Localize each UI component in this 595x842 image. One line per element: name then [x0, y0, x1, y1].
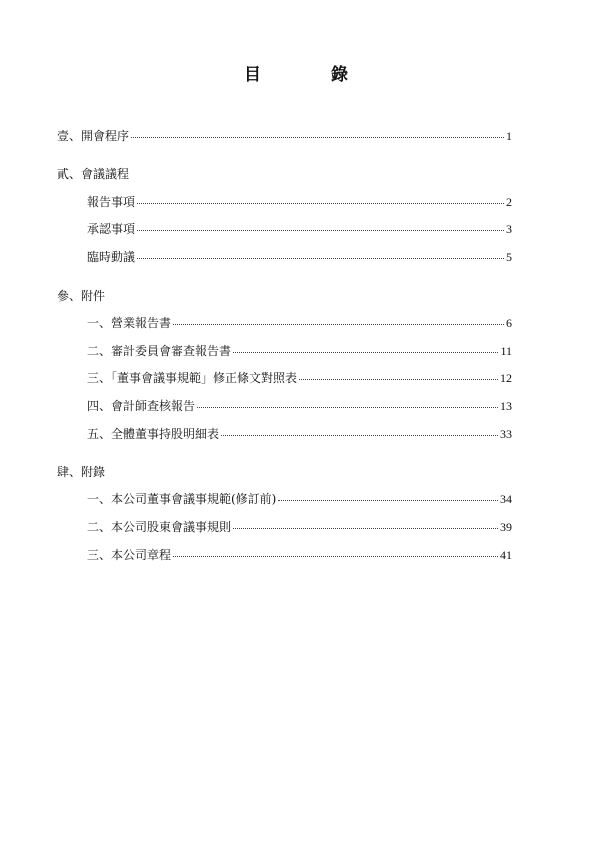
- toc-page-number: 41: [500, 548, 512, 562]
- toc-page-number: 5: [506, 250, 512, 264]
- toc-entry-extempore-motions[interactable]: 臨時動議 5: [87, 250, 512, 264]
- toc-entry-director-shareholdings[interactable]: 五、全體董事持股明細表 33: [87, 427, 512, 441]
- toc-page-number: 13: [500, 399, 512, 413]
- toc-section-appendix: 肆、附錄: [57, 465, 106, 479]
- toc-leader: [278, 500, 498, 501]
- toc-title: [0, 60, 595, 86]
- toc-entry-business-report[interactable]: 一、營業報告書 6: [87, 316, 512, 330]
- toc-entry-opening-procedure[interactable]: 壹、開會程序 1: [57, 129, 512, 143]
- toc-page-number: 11: [500, 344, 512, 358]
- toc-title-part2: 錄: [331, 65, 348, 85]
- toc-entry-audit-committee-report[interactable]: 二、審計委員會審查報告書 11: [87, 344, 512, 358]
- toc-title-part1: 目: [244, 65, 261, 85]
- toc-leader: [221, 435, 498, 436]
- toc-entry-shareholder-meeting-rules[interactable]: 二、本公司股東會議事規則 39: [87, 520, 512, 534]
- toc-leader: [173, 556, 498, 557]
- toc-entry-ratification-items[interactable]: 承認事項 3: [87, 222, 512, 236]
- toc-leader: [197, 407, 498, 408]
- toc-entry-report-items[interactable]: 報告事項 2: [87, 195, 512, 209]
- toc-leader: [137, 258, 504, 259]
- toc-entry-auditor-report[interactable]: 四、會計師查核報告 13: [87, 399, 512, 413]
- toc-page-number: 12: [500, 371, 512, 385]
- toc-page-number: 34: [500, 492, 512, 506]
- toc-leader: [137, 203, 504, 204]
- toc-section-agenda: 貳、會議議程: [57, 167, 130, 181]
- toc-page-number: 33: [500, 427, 512, 441]
- toc-page-number: 39: [500, 520, 512, 534]
- toc-leader: [233, 528, 498, 529]
- toc-page-number: 2: [506, 195, 512, 209]
- toc-section-attachments: 參、附件: [57, 289, 106, 303]
- toc-page-number: 6: [506, 316, 512, 330]
- toc-leader: [131, 137, 504, 138]
- toc-leader: [173, 324, 504, 325]
- toc-leader: [299, 379, 498, 380]
- toc-entry-articles-of-incorporation[interactable]: 三、本公司章程 41: [87, 548, 512, 562]
- toc-entry-board-rules-comparison[interactable]: 三、「董事會議事規範」修正條文對照表 12: [87, 371, 512, 385]
- toc-page-number: 3: [506, 222, 512, 236]
- toc-leader: [233, 352, 498, 353]
- toc-entry-board-rules-before[interactable]: 一、本公司董事會議事規範(修訂前) 34: [87, 492, 512, 506]
- toc-leader: [137, 230, 504, 231]
- toc-page-number: 1: [506, 129, 512, 143]
